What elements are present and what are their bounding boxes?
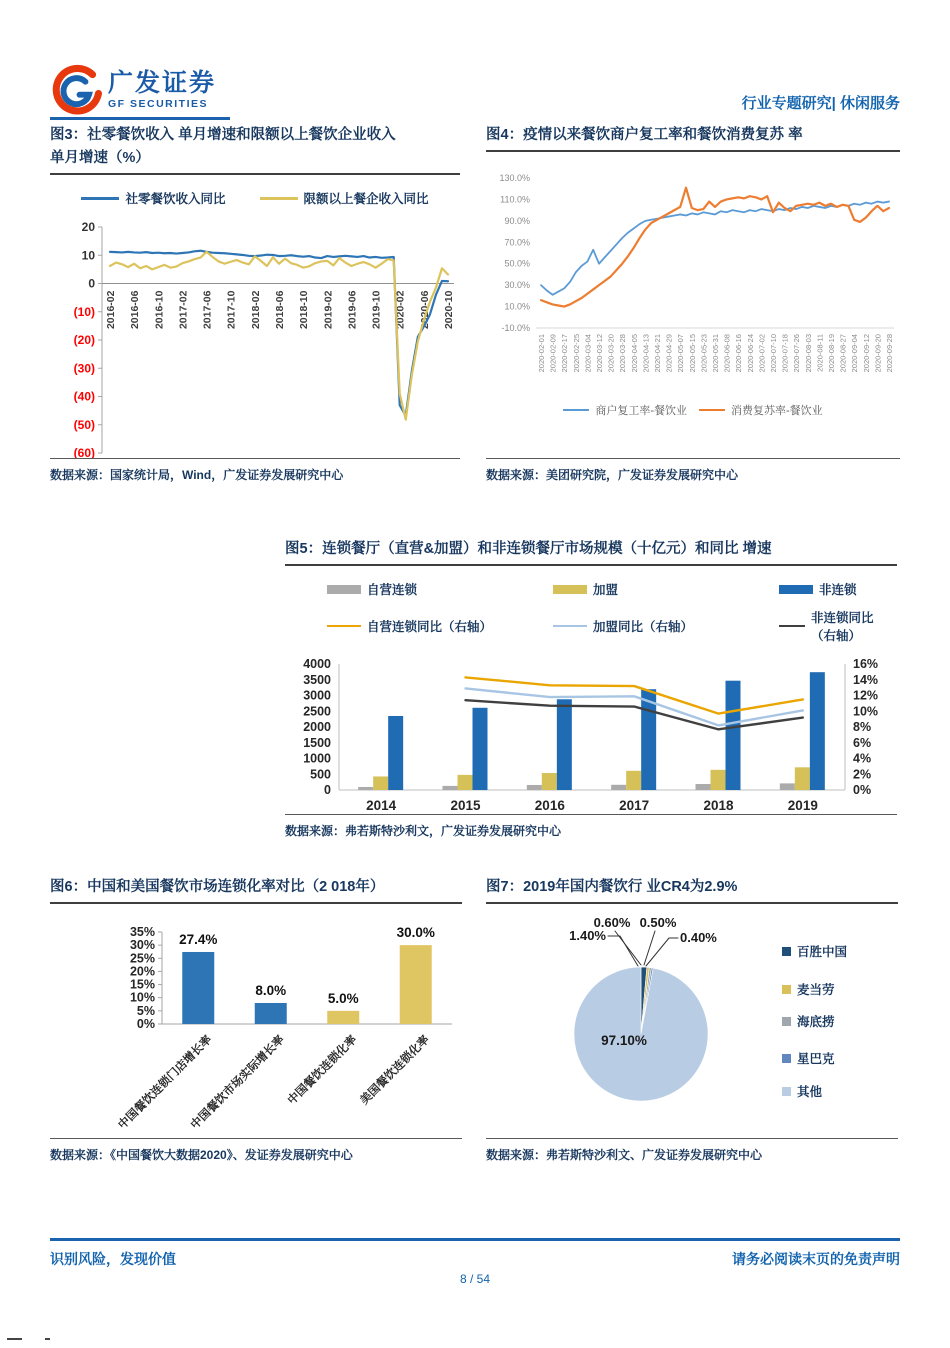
svg-text:2018-10: 2018-10 — [298, 290, 311, 330]
brand-name-en: GF SECURITIES — [108, 97, 209, 110]
figure-7-chart — [486, 910, 898, 1136]
legend-item — [699, 402, 823, 418]
svg-text:2020-02-01: 2020-02-01 — [537, 334, 546, 373]
legend-swatch — [81, 197, 119, 200]
pie-legend — [782, 944, 848, 1099]
legend-label: 自营连锁同比（右轴） — [367, 620, 493, 635]
figure-3-legend — [50, 189, 460, 207]
svg-text:2020-09-12: 2020-09-12 — [861, 334, 871, 373]
svg-text:10%: 10% — [129, 990, 155, 1005]
svg-text:2020-04-29: 2020-04-29 — [664, 334, 674, 373]
footer-rule — [50, 1238, 900, 1241]
svg-text:2020-09-04: 2020-09-04 — [850, 334, 860, 373]
svg-text:中国餐饮连锁化率: 中国餐饮连锁化率 — [285, 1033, 360, 1108]
figure-7-block — [486, 876, 898, 1176]
header-brand-rule — [50, 117, 230, 120]
svg-text:2016-10: 2016-10 — [153, 290, 166, 330]
figure-5-legend — [285, 580, 897, 644]
legend-swatch — [779, 585, 813, 594]
svg-text:2020-10: 2020-10 — [443, 290, 455, 330]
legend-label: 加盟同比（右轴） — [593, 620, 694, 635]
axes — [499, 173, 894, 333]
svg-text:2%: 2% — [853, 767, 872, 782]
svg-text:2020-05-15: 2020-05-15 — [687, 334, 697, 373]
svg-text:16%: 16% — [853, 657, 879, 672]
svg-text:2017-10: 2017-10 — [225, 290, 238, 330]
legend-label: 加盟 — [593, 583, 619, 598]
svg-text:2020-03-20: 2020-03-20 — [606, 334, 616, 373]
svg-text:8%: 8% — [853, 720, 872, 735]
figure-7-title: 图7：2019年国内餐饮行 业CR4为2.9% — [486, 879, 738, 895]
svg-text:2019-10: 2019-10 — [370, 290, 383, 330]
svg-text:2019-02: 2019-02 — [322, 290, 335, 330]
legend-label: 非连锁同比（右轴） — [810, 611, 874, 644]
series-lines — [110, 251, 448, 420]
svg-text:1.40%: 1.40% — [569, 928, 606, 944]
svg-text:30%: 30% — [129, 938, 155, 953]
svg-text:70.0%: 70.0% — [504, 237, 530, 248]
svg-text:2020-06-24: 2020-06-24 — [745, 334, 755, 373]
svg-text:2020-05-23: 2020-05-23 — [699, 334, 709, 373]
figure-7-title-rule — [486, 902, 898, 904]
svg-text:2018-02: 2018-02 — [249, 290, 262, 330]
svg-text:5.0%: 5.0% — [327, 991, 359, 1007]
svg-text:2020-02-25: 2020-02-25 — [571, 334, 581, 373]
figure-5-source: 数据来源：弗若斯特沙利文，广发证券发展研究中心 — [285, 824, 562, 838]
figure-4-source: 数据来源：美团研究院，广发证券发展研究中心 — [486, 468, 739, 482]
figure-6-block — [50, 876, 462, 1176]
figure-5-chart — [285, 654, 897, 828]
figure-6-title-rule — [50, 902, 462, 904]
svg-text:27.4%: 27.4% — [179, 932, 218, 948]
svg-text:百胜中国: 百胜中国 — [797, 945, 848, 960]
svg-text:4000: 4000 — [303, 657, 331, 672]
svg-text:2017-06: 2017-06 — [201, 290, 214, 330]
figure-5-block — [285, 538, 897, 848]
svg-text:3500: 3500 — [303, 672, 331, 687]
svg-text:美国餐饮连锁化率: 美国餐饮连锁化率 — [358, 1033, 432, 1108]
svg-text:0.50%: 0.50% — [639, 915, 677, 931]
svg-text:2020-08-27: 2020-08-27 — [838, 334, 848, 373]
svg-text:2020-04-21: 2020-04-21 — [653, 334, 662, 373]
legend-item — [327, 580, 553, 598]
svg-text:中国餐饮市场实际增长率: 中国餐饮市场实际增长率 — [188, 1033, 287, 1132]
legend-item — [779, 608, 897, 644]
svg-text:97.10%: 97.10% — [601, 1033, 647, 1049]
figure-4-chart — [486, 164, 900, 396]
svg-text:0.60%: 0.60% — [593, 915, 631, 931]
svg-text:0.40%: 0.40% — [680, 930, 717, 946]
svg-text:麦当劳: 麦当劳 — [797, 983, 835, 998]
svg-text:5%: 5% — [136, 1004, 155, 1019]
svg-text:14%: 14% — [853, 672, 879, 687]
svg-text:50.0%: 50.0% — [504, 258, 530, 269]
svg-text:10: 10 — [81, 248, 95, 263]
gf-logo-icon — [50, 64, 102, 116]
svg-text:2500: 2500 — [303, 704, 331, 719]
figure-3-source: 数据来源：国家统计局，Wind，广发证券发展研究中心 — [50, 468, 344, 482]
svg-text:2020-06-08: 2020-06-08 — [722, 334, 732, 373]
legend-label: 社零餐饮收入同比 — [125, 192, 226, 207]
svg-text:30.0%: 30.0% — [396, 925, 435, 941]
legend-item — [260, 189, 429, 207]
svg-text:2020-03-12: 2020-03-12 — [595, 334, 604, 373]
svg-text:90.0%: 90.0% — [504, 216, 530, 227]
svg-text:2018: 2018 — [703, 798, 734, 814]
legend-item — [553, 608, 779, 644]
render-artifact — [7, 1338, 22, 1340]
svg-text:星巴克: 星巴克 — [797, 1052, 835, 1067]
svg-text:2020-09-28: 2020-09-28 — [885, 334, 894, 373]
legend-label: 限额以上餐企收入同比 — [303, 192, 429, 207]
svg-text:2020-02-17: 2020-02-17 — [560, 334, 570, 373]
legend-item — [563, 402, 687, 418]
svg-text:2020-03-04: 2020-03-04 — [583, 334, 593, 373]
legend-swatch — [327, 585, 361, 594]
svg-text:2020-07-18: 2020-07-18 — [780, 334, 790, 373]
svg-text:(10): (10) — [73, 305, 95, 320]
figure-5-title-rule — [285, 564, 897, 566]
svg-text:4%: 4% — [853, 751, 872, 766]
figure-4-block — [486, 124, 900, 496]
svg-text:-10.0%: -10.0% — [501, 323, 530, 334]
legend-item — [327, 608, 553, 644]
figure-6-title: 图6：中国和美国餐饮市场连锁化率对比（2 018年） — [50, 879, 385, 895]
svg-text:0%: 0% — [853, 783, 872, 798]
svg-text:2020-03-28: 2020-03-28 — [618, 334, 628, 373]
svg-text:2015: 2015 — [450, 798, 481, 814]
render-artifact — [45, 1338, 50, 1340]
svg-text:其他: 其他 — [797, 1085, 823, 1100]
svg-text:2020-04-05: 2020-04-05 — [629, 334, 639, 373]
svg-text:(20): (20) — [73, 333, 95, 348]
svg-text:2020-08-03: 2020-08-03 — [803, 334, 813, 373]
svg-text:130.0%: 130.0% — [499, 173, 530, 184]
svg-text:10%: 10% — [853, 704, 879, 719]
svg-text:(30): (30) — [73, 361, 95, 376]
figure-6-source: 数据来源：《中国餐饮大数据2020》、发证券发展研究中心 — [50, 1148, 353, 1162]
svg-text:2020-06-16: 2020-06-16 — [734, 334, 744, 373]
svg-text:(40): (40) — [73, 389, 95, 404]
svg-text:500: 500 — [310, 767, 331, 782]
sector-name: 休闲服务 — [839, 95, 900, 112]
legend-swatch — [260, 197, 298, 200]
svg-text:110.0%: 110.0% — [500, 194, 530, 205]
figure-3-title-rule — [50, 173, 460, 175]
svg-text:2020-08-19: 2020-08-19 — [827, 334, 836, 373]
figure-5-title: 图5：连锁餐厅（直营&加盟）和非连锁餐厅市场规模（十亿元）和同比 增速 — [285, 541, 772, 557]
x-axis-labels — [105, 291, 455, 330]
svg-text:(50): (50) — [73, 418, 95, 433]
page-number: 8 / 54 — [459, 1272, 491, 1286]
svg-text:2016-06: 2016-06 — [129, 290, 142, 330]
svg-text:2020-07-10: 2020-07-10 — [769, 334, 778, 373]
legend-swatch — [699, 409, 725, 412]
legend-swatch — [563, 409, 589, 412]
figure-4-legend — [486, 401, 900, 419]
svg-text:2020-06: 2020-06 — [418, 290, 431, 330]
svg-text:2019-06: 2019-06 — [346, 290, 359, 330]
legend-swatch — [779, 625, 805, 628]
bars — [358, 672, 825, 813]
figure-4-title-rule — [486, 150, 900, 152]
svg-text:2020-07-02: 2020-07-02 — [757, 334, 767, 373]
svg-text:中国餐饮连锁门店增长率: 中国餐饮连锁门店增长率 — [116, 1033, 215, 1132]
svg-text:2016: 2016 — [534, 798, 565, 814]
legend-item — [553, 580, 779, 598]
svg-text:2020-04-13: 2020-04-13 — [641, 334, 651, 373]
figure-7-source: 数据来源：弗若斯特沙利文、广发证券发展研究中心 — [486, 1148, 763, 1162]
legend-swatch — [553, 585, 587, 594]
legend-label: 消费复苏率-餐饮业 — [731, 405, 823, 418]
legend-swatch — [553, 625, 587, 628]
svg-text:1000: 1000 — [303, 751, 331, 766]
svg-text:2019: 2019 — [787, 798, 818, 814]
svg-text:2018-06: 2018-06 — [274, 290, 286, 330]
svg-text:2017: 2017 — [619, 798, 650, 814]
svg-text:0: 0 — [324, 783, 331, 798]
svg-text:35%: 35% — [129, 925, 155, 940]
svg-text:(60): (60) — [73, 446, 95, 460]
svg-text:2020-09-20: 2020-09-20 — [873, 334, 883, 373]
figure-3-title: 图3：社零餐饮收入 单月增速和限额以上餐饮企业收入 单月增速（%） — [50, 127, 396, 167]
svg-text:20: 20 — [81, 220, 95, 235]
figure-4-title: 图4：疫情以来餐饮商户复工率和餐饮消费复苏 率 — [486, 127, 803, 143]
brand-name-cn: 广发证券 — [108, 68, 217, 97]
svg-text:2000: 2000 — [303, 720, 331, 735]
doc-type: 行业专题研究 — [741, 95, 832, 112]
growth-lines — [466, 678, 803, 730]
svg-text:3000: 3000 — [303, 688, 331, 703]
footer-disclaimer-note: 请务必阅读末页的免责声明 — [732, 1251, 900, 1267]
bars — [115, 925, 435, 1131]
figure-3-chart — [50, 213, 460, 459]
svg-text:0: 0 — [88, 276, 95, 291]
svg-text:30.0%: 30.0% — [504, 280, 530, 291]
svg-text:海底捞: 海底捞 — [797, 1015, 835, 1030]
report-category: 行业专题研究| 休闲服务 — [741, 95, 900, 112]
svg-text:2020-05-31: 2020-05-31 — [711, 334, 720, 373]
svg-text:0%: 0% — [136, 1017, 155, 1032]
svg-text:15%: 15% — [129, 977, 155, 992]
svg-text:8.0%: 8.0% — [255, 983, 287, 999]
svg-text:2017-02: 2017-02 — [177, 290, 190, 330]
series-lines — [541, 188, 889, 307]
svg-text:1500: 1500 — [303, 735, 331, 750]
x-axis-labels — [537, 334, 894, 372]
figure-3-block — [50, 124, 460, 496]
legend-item — [779, 580, 897, 598]
legend-swatch — [327, 625, 361, 628]
svg-text:6%: 6% — [853, 735, 872, 750]
svg-text:2020-07-26: 2020-07-26 — [792, 334, 802, 373]
svg-text:20%: 20% — [129, 964, 155, 979]
legend-label: 自营连锁 — [367, 583, 418, 598]
footer-slogan: 识别风险，发现价值 — [50, 1251, 176, 1267]
gf-securities-logo — [50, 64, 280, 116]
svg-text:2020-08-11: 2020-08-11 — [815, 334, 825, 372]
svg-text:25%: 25% — [129, 951, 155, 966]
legend-item — [81, 189, 225, 207]
svg-text:12%: 12% — [853, 688, 879, 703]
legend-label: 商户复工率-餐饮业 — [595, 405, 687, 418]
svg-text:2020-02: 2020-02 — [394, 290, 407, 330]
svg-text:2020-05-07: 2020-05-07 — [676, 334, 686, 373]
svg-text:2014: 2014 — [366, 798, 397, 814]
svg-text:10.0%: 10.0% — [504, 301, 530, 312]
figure-6-chart — [50, 912, 462, 1132]
svg-text:2020-02-09: 2020-02-09 — [548, 334, 558, 373]
svg-text:2016-02: 2016-02 — [105, 290, 117, 330]
legend-label: 非连锁 — [819, 583, 857, 598]
